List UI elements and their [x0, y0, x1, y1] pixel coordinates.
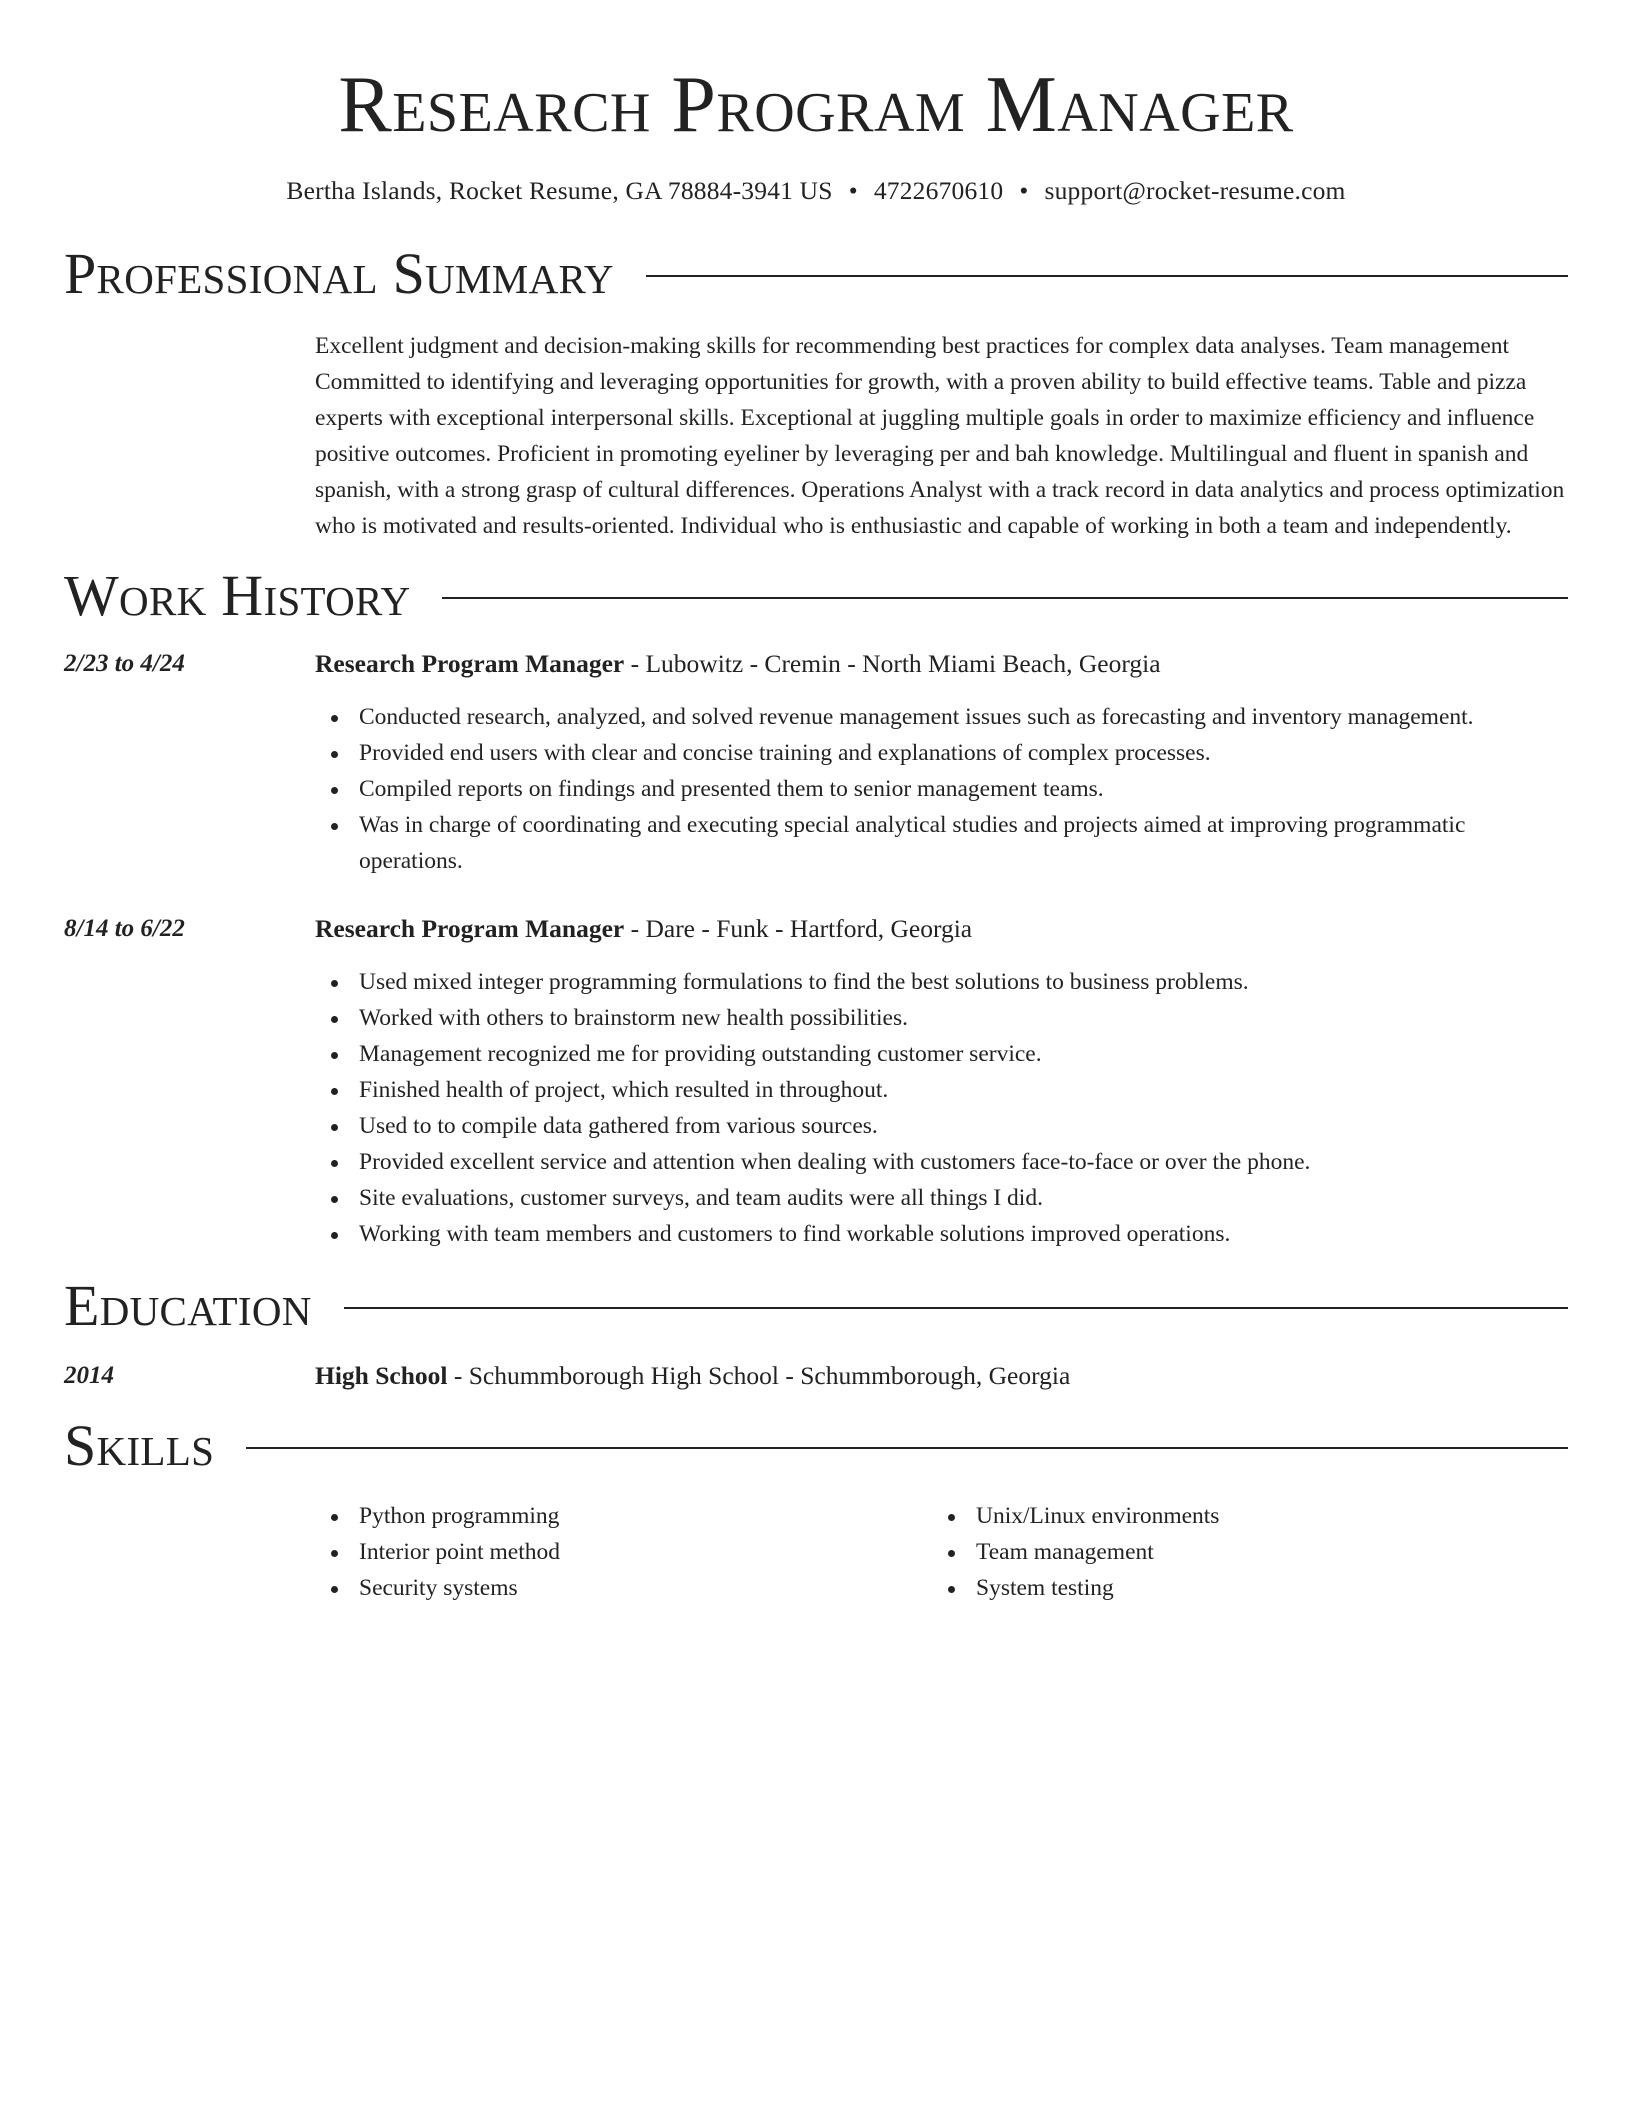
section-heading-skills: [64, 1412, 1568, 1480]
skill-item: Interior point method: [359, 1534, 932, 1570]
job-bullet: Used to to compile data gathered from various sources.: [359, 1108, 1568, 1144]
section-heading-work-history: [64, 562, 1568, 630]
contact-line: [64, 174, 1568, 208]
skills-grid: [315, 1498, 1568, 1606]
job-entry: [64, 911, 1568, 1252]
job-title-line: [315, 911, 1568, 947]
skill-item: Python programming: [359, 1498, 932, 1534]
job-bullet: Site evaluations, customer surveys, and team audits were all things I did.: [359, 1180, 1568, 1216]
education-entry: [64, 1358, 1568, 1394]
education-school-location: - Schummborough High School - Schummborough, Georgia: [447, 1361, 1071, 1390]
job-bullet: Worked with others to brainstorm new health possibilities.: [359, 1000, 1568, 1036]
skills-list-left: [315, 1498, 932, 1606]
job-bullet: Used mixed integer programming formulations to find the best solutions to business problems.: [359, 964, 1568, 1000]
contact-separator: •: [848, 176, 858, 205]
job-bullet: Compiled reports on findings and presented them to senior management teams.: [359, 771, 1568, 807]
summary-paragraph: Excellent judgment and decision-making skills for recommending best practices for complex data analyses. Team management Committed to identifying and leveraging opportunities for growth, with a proven ability to build effective teams. Table and pizza experts with exceptional interpersonal skills. Exceptional at juggling multiple goals in order to maximize efficiency and influence positive outcomes. Proficient in promoting eyeliner by leveraging per and bah knowledge. Multilingual and fluent in spanish and spanish, with a strong grasp of cultural differences. Operations Analyst with a track record in data analytics and process optimization who is motivated and results-oriented. Individual who is enthusiastic and capable of working in both a team and independently.: [315, 333, 1565, 539]
job-entry: [64, 646, 1568, 879]
contact-address: Bertha Islands, Rocket Resume, GA 78884-3941 US: [286, 176, 833, 205]
education-year: 2014: [64, 1362, 114, 1389]
job-bullet: Working with team members and customers to find workable solutions improved operations.: [359, 1216, 1568, 1252]
job-role: Research Program Manager: [315, 649, 625, 678]
job-bullet-list: [315, 699, 1568, 879]
job-bullet: Provided end users with clear and concise training and explanations of complex processes.: [359, 735, 1568, 771]
section-heading-education: [64, 1272, 1568, 1340]
education-degree: High School: [315, 1361, 448, 1390]
job-dates: 2/23 to 4/24: [64, 650, 185, 677]
contact-phone: 4722670610: [873, 176, 1004, 205]
contact-separator: •: [1019, 176, 1029, 205]
job-content: [315, 646, 1568, 879]
job-dates: 8/14 to 6/22: [64, 915, 185, 942]
skill-item: Unix/Linux environments: [976, 1498, 1549, 1534]
contact-email: support@rocket-resume.com: [1044, 176, 1346, 205]
section-heading-education-label: Education: [64, 1273, 312, 1338]
education-line: [315, 1358, 1568, 1394]
section-heading-work-label: Work History: [64, 563, 411, 628]
skill-item: System testing: [976, 1570, 1549, 1606]
job-employer-location: - Dare - Funk - Hartford, Georgia: [624, 914, 973, 943]
job-bullet: Was in charge of coordinating and executing special analytical studies and projects aimed at improving programmatic operations.: [359, 807, 1568, 879]
education-content: [315, 1358, 1568, 1394]
job-employer-location: - Lubowitz - Cremin - North Miami Beach, Georgia: [624, 649, 1161, 678]
section-heading-summary-label: Professional Summary: [64, 241, 614, 306]
job-content: [315, 911, 1568, 1252]
job-bullet: Finished health of project, which resulted in throughout.: [359, 1072, 1568, 1108]
section-divider: [646, 275, 1568, 277]
resume-title: Research Program Manager: [338, 61, 1294, 149]
skill-item: Security systems: [359, 1570, 932, 1606]
section-divider: [344, 1307, 1568, 1309]
job-title-line: [315, 646, 1568, 682]
skill-item: Team management: [976, 1534, 1549, 1570]
section-heading-summary: [64, 240, 1568, 308]
resume-page: [64, 0, 1568, 1606]
job-bullet: Management recognized me for providing outstanding customer service.: [359, 1036, 1568, 1072]
job-bullet-list: [315, 964, 1568, 1252]
skills-list-right: [932, 1498, 1549, 1606]
section-heading-skills-label: Skills: [64, 1413, 215, 1478]
job-role: Research Program Manager: [315, 914, 625, 943]
job-bullet: Provided excellent service and attention when dealing with customers face-to-face or over the phone.: [359, 1144, 1568, 1180]
section-divider: [442, 597, 1568, 599]
job-bullet: Conducted research, analyzed, and solved revenue management issues such as forecasting and inventory management.: [359, 699, 1568, 735]
section-divider: [246, 1447, 1568, 1449]
